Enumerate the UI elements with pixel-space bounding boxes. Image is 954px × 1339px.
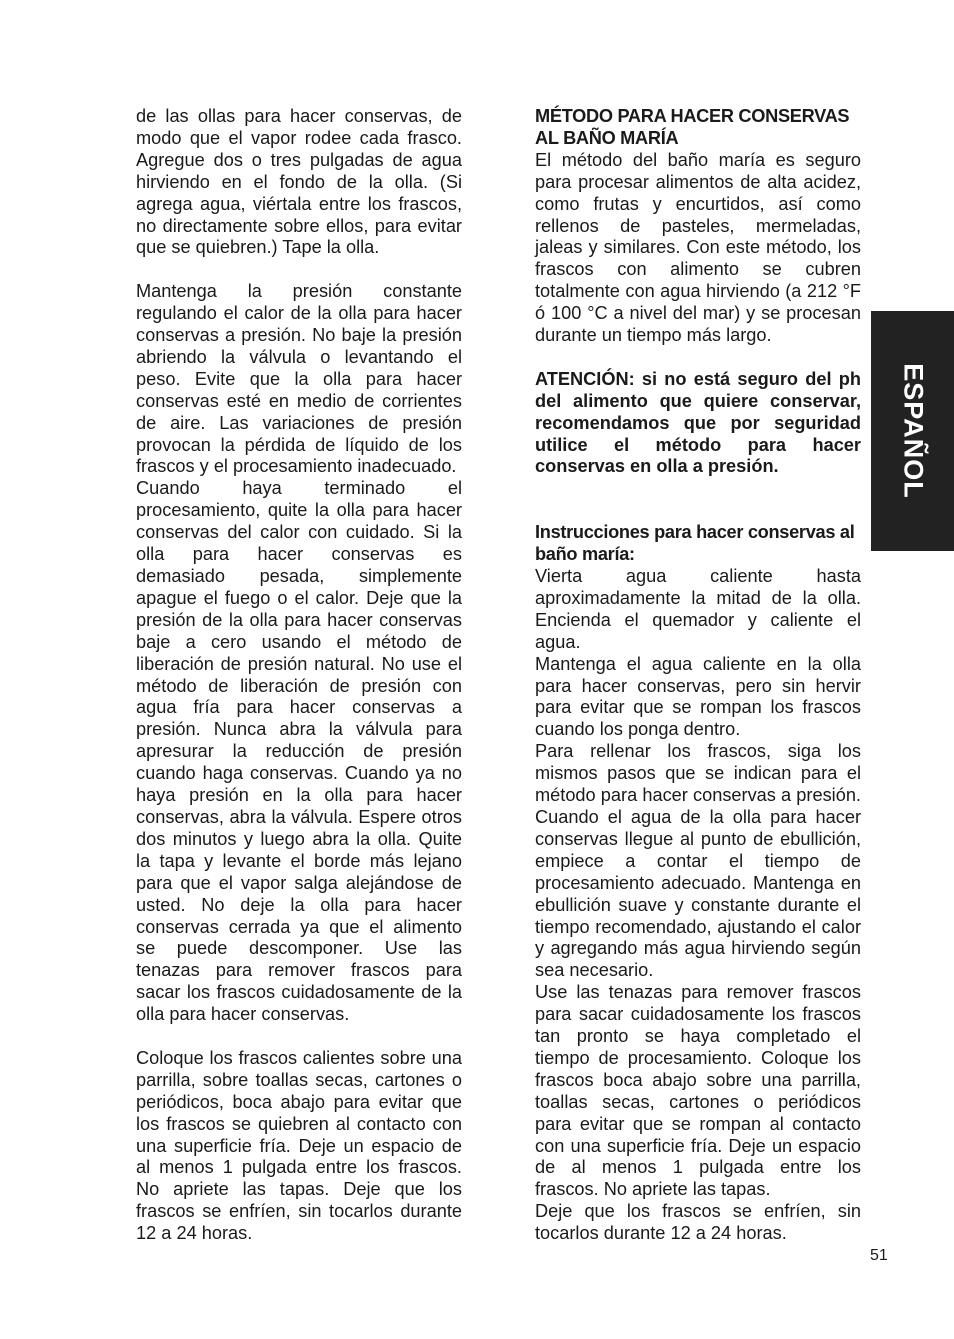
right-column (535, 106, 861, 1245)
instructions-heading: Instrucciones para hacer conservas al baño maría: (535, 522, 855, 565)
right-paragraph-1: El método del baño maría es seguro para procesar alimentos de alta acidez, como frutas y encurtidos, así como rellenos de pasteles, mermeladas, jaleas y similares. Con este método, los frascos con alimento se cubren totalmente con agua hirviendo (a 212 °F ó 100 °C a nivel del mar) y se procesan durante un tiempo más largo. (535, 149, 861, 346)
warning-note: ATENCIÓN: si no está seguro del ph del alimento que quiere conservar, recomendamos que por seguridad utilice el método para hacer conservas en olla a presión. (535, 368, 861, 477)
language-tab (871, 311, 954, 551)
page-number: 51 (870, 1247, 888, 1264)
left-column (136, 106, 462, 1245)
right-paragraph-4: Para rellenar los frascos, siga los mismos pasos que se indican para el método para hacer conservas a presión. Cuando el agua de la olla para hacer conservas llegue al punto de ebullición, empiece a contar el tiempo de procesamiento adecuado. Mantenga en ebullición suave y constante durante el tiempo recomendado, ajustando el calor y agregando más agua hirviendo según sea necesario. (535, 741, 861, 981)
language-tab-label: ESPAÑOL (898, 363, 928, 499)
right-paragraph-3: Mantenga el agua caliente en la olla para hacer conservas, pero sin hervir para evitar que se rompan los frascos cuando los ponga dentro. (535, 653, 861, 740)
section-heading-bano-maria: MÉTODO PARA HACER CONSERVAS AL BAÑO MARÍA (535, 106, 850, 148)
left-paragraph-2: Mantenga la presión constante regulando el calor de la olla para hacer conservas a presión. No baje la presión abriendo la válvula o levantando el peso. Evite que la olla para hacer conservas esté en medio de corrientes de aire. Las variaciones de presión provocan la pérdida de líquido de los frascos y el procesamiento inadecuado. (136, 281, 462, 477)
right-paragraph-2: Vierta agua caliente hasta aproximadamente la mitad de la olla. Encienda el quemador y caliente el agua. (535, 566, 861, 652)
left-paragraph-1: de las ollas para hacer conservas, de modo que el vapor rodee cada frasco. Agregue dos o tres pulgadas de agua hirviendo en el fondo de la olla. (Si agrega agua, viértala entre los frascos, no directamente sobre ellos, para evitar que se quiebren.) Tape la olla. (136, 106, 462, 258)
left-paragraph-4: Coloque los frascos calientes sobre una parrilla, sobre toallas secas, cartones o periódicos, boca abajo para evitar que los frascos se quiebren al contacto con una superficie fría. Deje un espacio de al menos 1 pulgada entre los frascos. No apriete las tapas. Deje que los frascos se enfríen, sin tocarlos durante 12 a 24 horas. (136, 1047, 462, 1244)
left-paragraph-3: Cuando haya terminado el procesamiento, quite la olla para hacer conservas del calor con cuidado. Si la olla para hacer conservas es demasiado pesada, simplemente apague el fuego o el calor. Deje que la presión de la olla para hacer conservas baje a cero usando el método de liberación de presión natural. No use el método de liberación de presión con agua fría para hacer conservas a presión. Nunca abra la válvula para apresurar la reducción de presión cuando haga conservas. Cuando ya no haya presión en la olla para hacer conservas, abra la válvula. Espere otros dos minutos y luego abra la olla. Quite la tapa y levante el borde más lejano para que el vapor salga alejándose de usted. No deje la olla para hacer conservas cerrada ya que el alimento se puede descomponer. Use las tenazas para remover frascos para sacar los frascos cuidadosamente de la olla para hacer conservas. (136, 478, 462, 1025)
right-paragraph-5: Use las tenazas para remover frascos para sacar cuidadosamente los frascos tan pronto se haya completado el tiempo de procesamiento. Coloque los frascos boca abajo sobre una parrilla, toallas secas, cartones o periódicos para evitar que se rompan al contacto con una superficie fría. Deje un espacio de al menos 1 pulgada entre los frascos. No apriete las tapas. (535, 982, 861, 1200)
right-paragraph-6: Deje que los frascos se enfríen, sin tocarlos durante 12 a 24 horas. (535, 1201, 861, 1244)
